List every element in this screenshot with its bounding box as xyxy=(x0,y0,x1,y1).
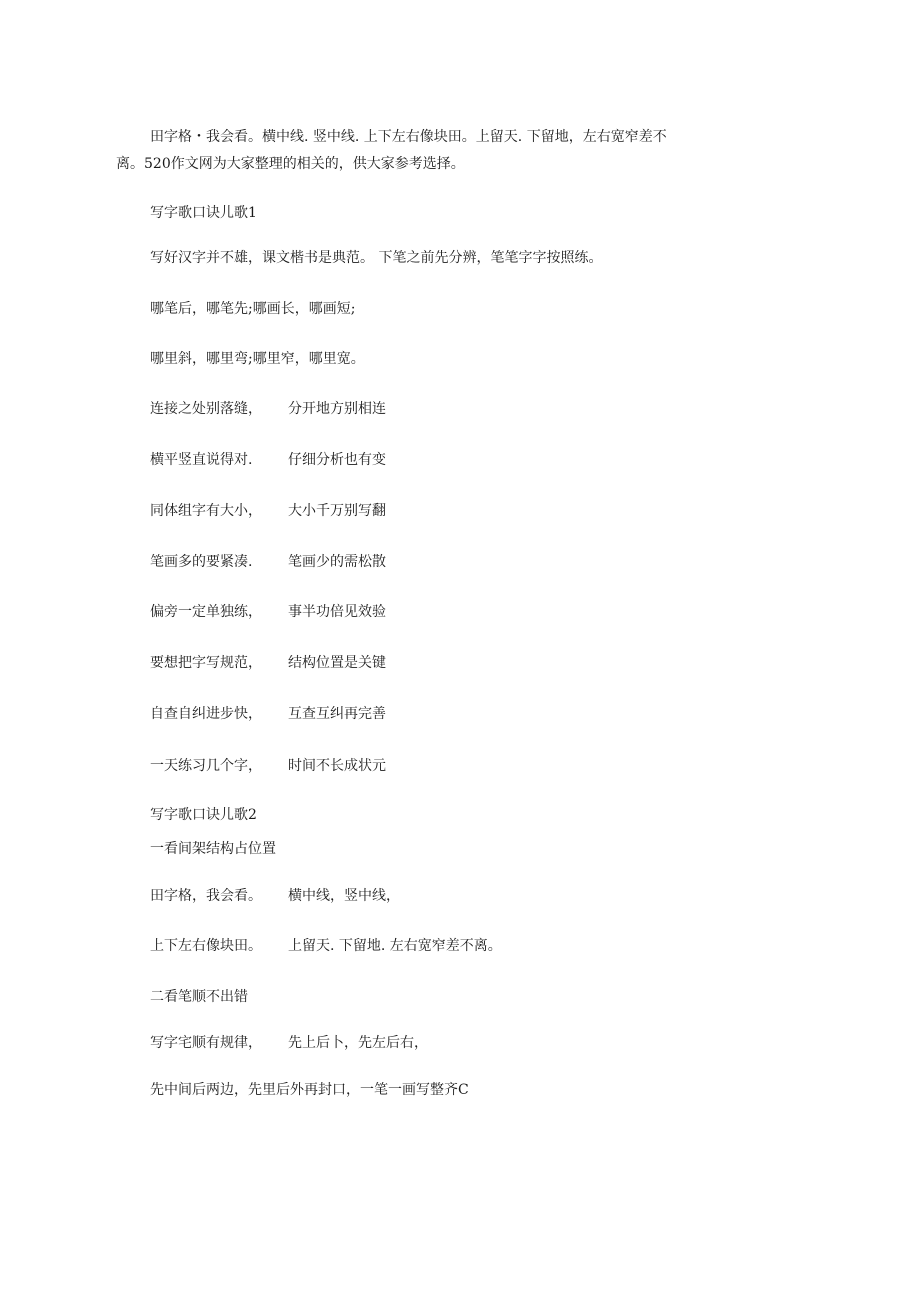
verse-right: 笔画少的需松散 xyxy=(288,554,386,570)
verse-left: 偏旁一定单独练， xyxy=(150,604,262,620)
song2-title: 写字歌口诀儿歌2 xyxy=(150,807,257,823)
song1-title: 写字歌口诀儿歌1 xyxy=(150,205,257,221)
verse-left: 一天练习几个字， xyxy=(150,758,262,774)
verse-left: 上下左右像块田。 xyxy=(150,938,262,954)
verse-right: 结构位置是关键 xyxy=(288,655,386,671)
verse-left: 要想把字写规范， xyxy=(150,655,262,671)
song1-line3: 哪里斜，哪里弯;哪里窄，哪里宽。 xyxy=(150,351,365,367)
verse-left: 写字宅顺有规律， xyxy=(150,1035,262,1051)
song2-last-line: 先中间后两边，先里后外再封口，一笔一画写整齐C xyxy=(150,1082,469,1098)
intro-paragraph: 田字格・我会看。横中线. 竖中线. 上下左右像块田。上留天. 下留地，左右宽窄差不离。520作文网为大家整理的相关的，供大家参考选择。 xyxy=(116,129,667,172)
verse-right: 大小千万别写翻 xyxy=(288,503,386,519)
verse-right: 横中线，竖中线， xyxy=(288,888,400,904)
verse-right: 上留天. 下留地. 左右宽窄差不离。 xyxy=(288,938,502,954)
verse-right: 分开地方别相连 xyxy=(288,401,386,417)
verse-left: 同体组字有大小， xyxy=(150,503,262,519)
song1-line1: 写好汉字并不雄，课文楷书是典范。 下笔之前先分辨，笔笔字字按照练。 xyxy=(150,250,603,266)
verse-left: 笔画多的要紧凑. xyxy=(150,554,253,570)
verse-right: 先上后卜，先左后右， xyxy=(288,1035,428,1051)
song2-subheading-1: 一看间架结构占位置 xyxy=(150,841,276,857)
verse-left: 连接之处别落缝， xyxy=(150,401,262,417)
song1-line2: 哪笔后，哪笔先;哪画长，哪画短; xyxy=(150,301,356,317)
verse-right: 互查互纠再完善 xyxy=(288,706,386,722)
verse-left: 田字格，我会看。 xyxy=(150,888,262,904)
verse-right: 仔细分析也有变 xyxy=(288,452,386,468)
verse-right: 时间不长成状元 xyxy=(288,758,386,774)
verse-right: 事半功倍见效验 xyxy=(288,604,386,620)
verse-left: 横平竖直说得对. xyxy=(150,452,253,468)
song2-subheading-2: 二看笔顺不出错 xyxy=(150,989,248,1005)
verse-left: 自查自纠进步快， xyxy=(150,706,262,722)
